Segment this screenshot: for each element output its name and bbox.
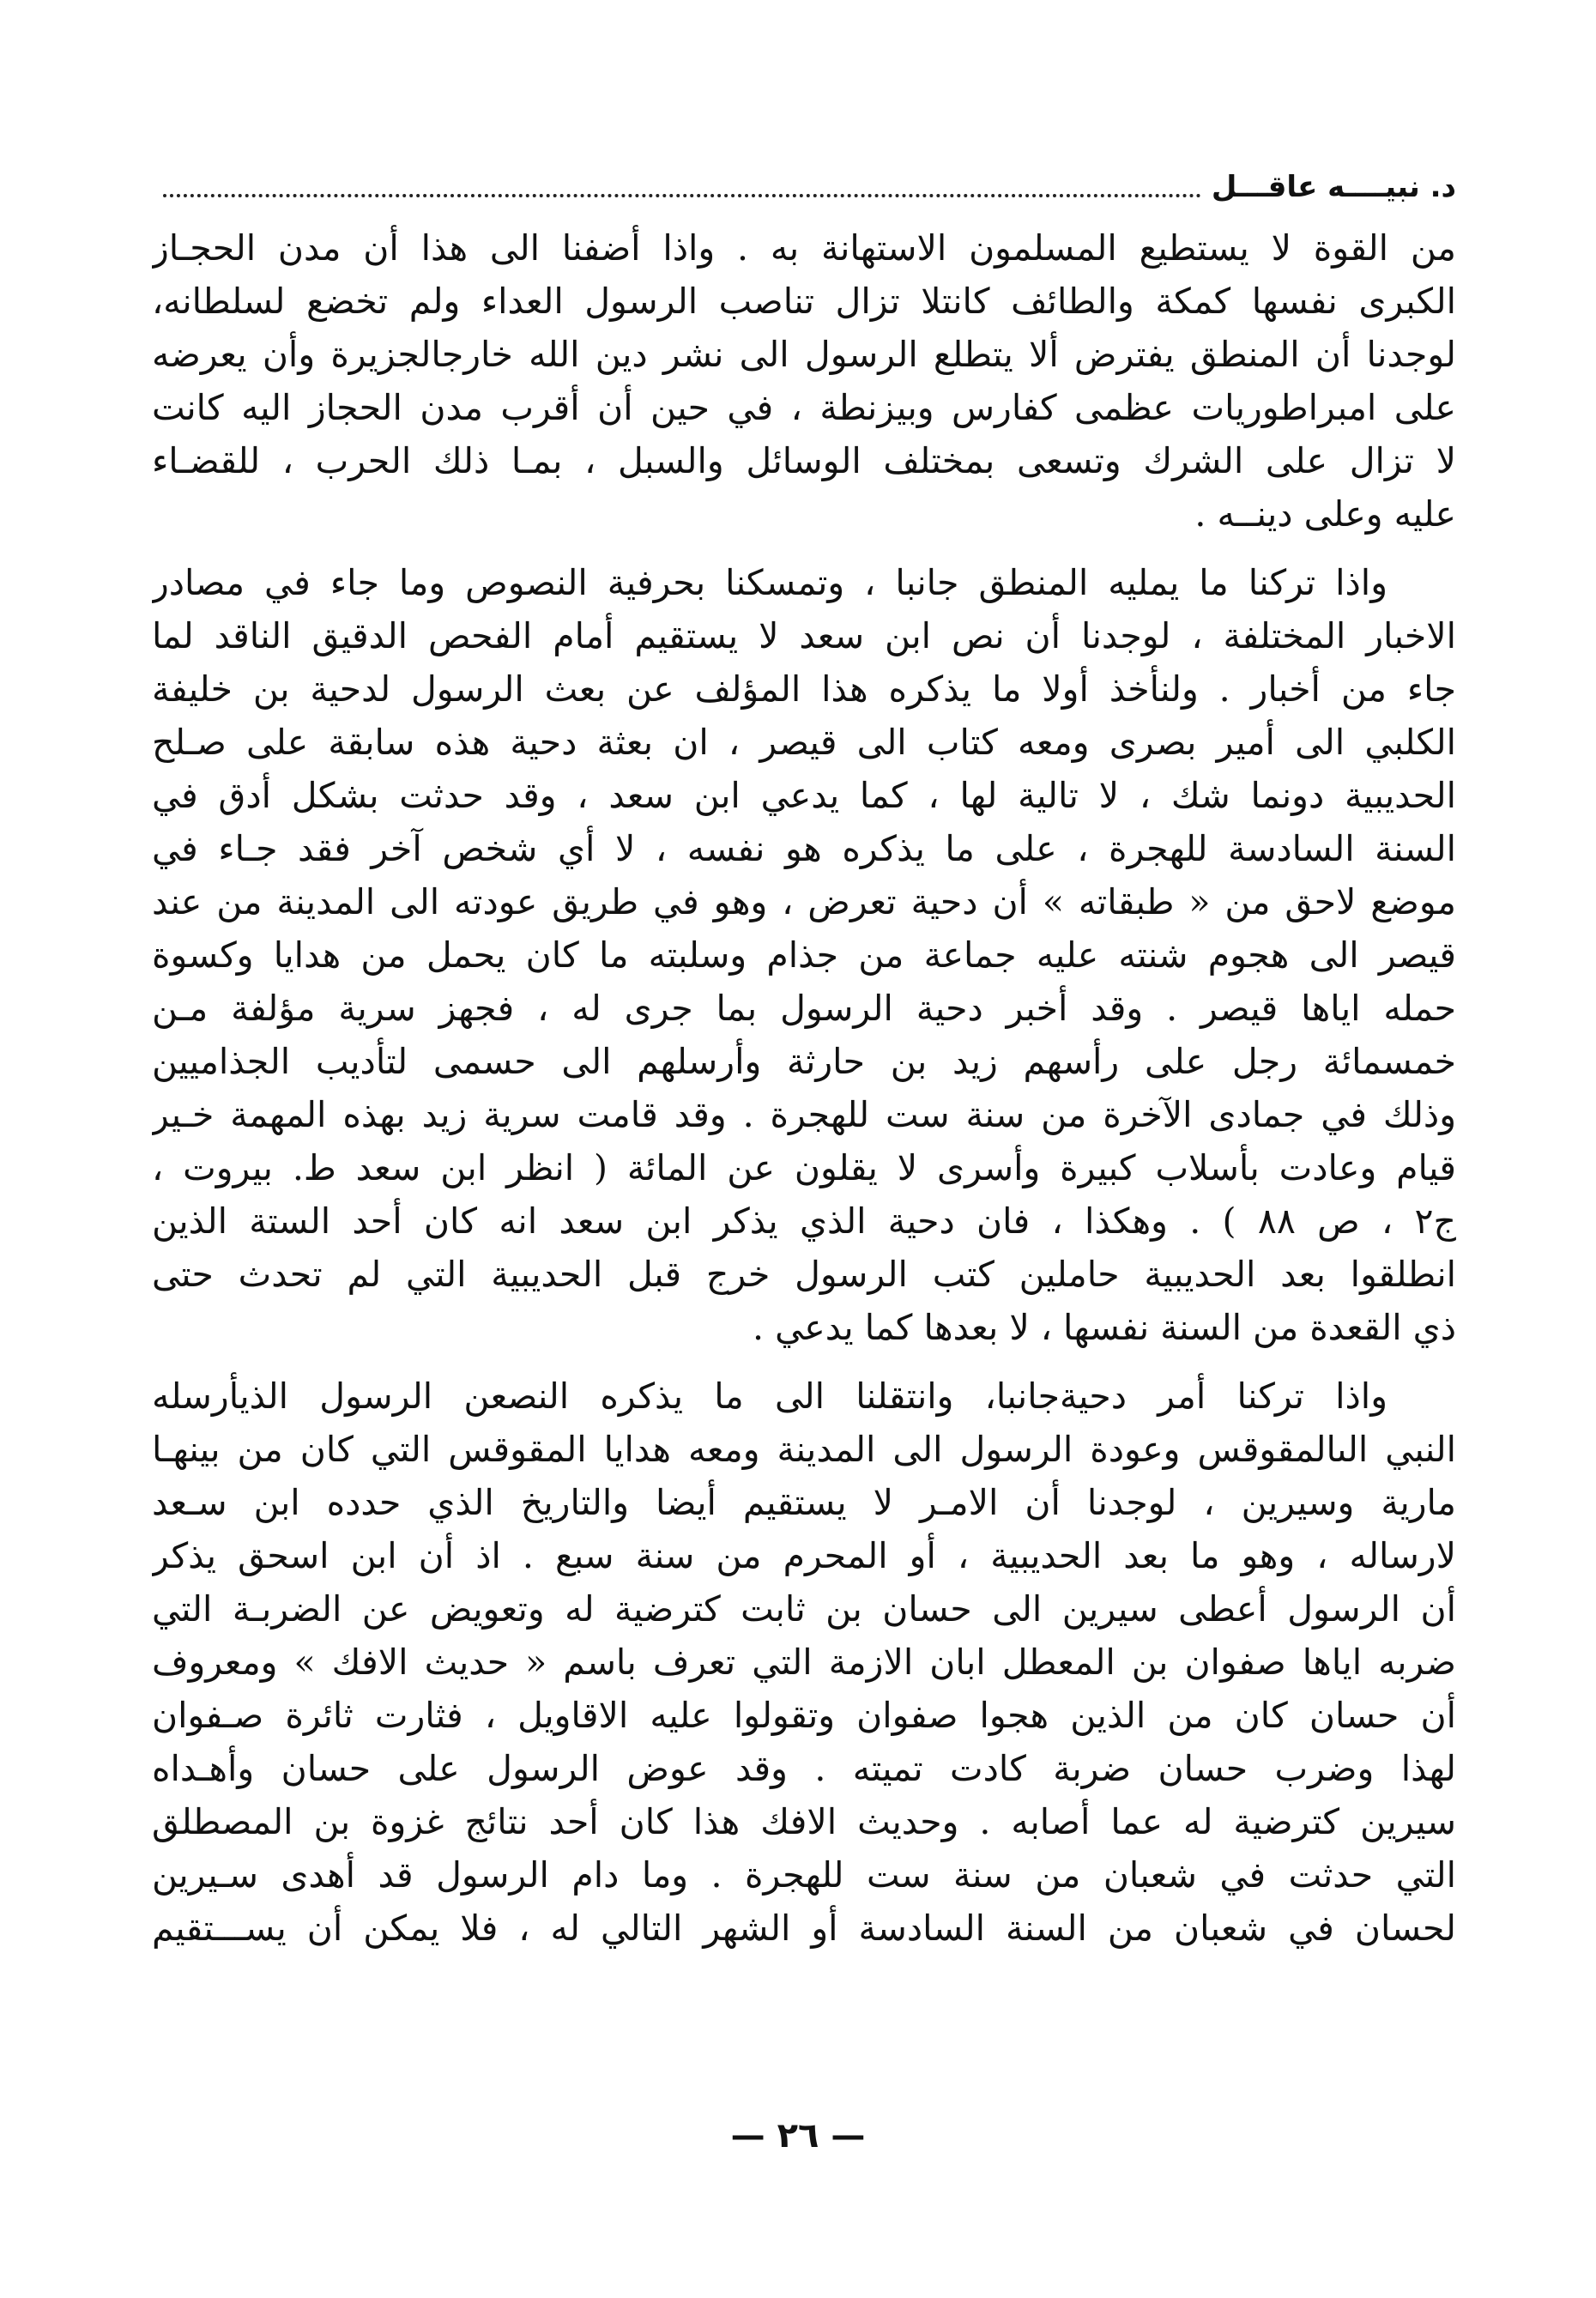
text-line: واذا تركنا أمر دحيةجانبا، وانتقلنا الى ما يذكره النصعن الرسول الذيأرسله xyxy=(152,1376,1387,1417)
text-line: لا تزال على الشرك وتسعى بمختلف الوسائل والسبل ، بمـا ذلك الحرب ، للقضـاء xyxy=(152,440,1456,481)
text-line: انطلقوا بعد الحديبية حاملين كتب الرسول خرج قبل الحديبية التي لم تحدث حتى xyxy=(152,1254,1456,1295)
page-number: — ٢٦ — xyxy=(730,2116,866,2156)
text-line: موضع لاحق من « طبقاته » أن دحية تعرض ، وهو في طريق عودته الى المدينة من عند xyxy=(152,881,1456,922)
paragraph-2 xyxy=(152,556,1456,1354)
running-header xyxy=(152,168,1456,206)
text-line: الاخبار المختلفة ، لوجدنا أن نص ابن سعد لا يستقيم أمام الفحص الدقيق الناقد لما xyxy=(152,615,1456,656)
paragraph-spacer xyxy=(152,1354,1456,1370)
text-line: ذي القعدة من السنة نفسها ، لا بعدها كما يدعي . xyxy=(753,1307,1456,1348)
text-line: وذلك في جمادى الآخرة من سنة ست للهجرة . وقد قامت سرية زيد بهذه المهمة خـير xyxy=(152,1094,1456,1135)
text-line: ضربه اياها صفوان بن المعطل ابان الازمة التي تعرف باسم « حديث الافك » ومعروف xyxy=(152,1642,1456,1683)
text-line: على امبراطوريات عظمى كفارس وبيزنطة ، في حين أن أقرب مدن الحجاز اليه كانت xyxy=(152,387,1456,428)
text-line: خمسمائة رجل على رأسهم زيد بن حارثة وأرسلهم الى حسمى لتأديب الجذاميين xyxy=(152,1041,1456,1082)
text-line: سيرين كترضية له عما أصابه . وحديث الافك هذا كان أحد نتائج غزوة بن المصطلق xyxy=(152,1801,1456,1842)
header-dotted-leader xyxy=(163,194,1201,197)
paragraph-spacer xyxy=(152,541,1456,556)
paragraph-1 xyxy=(152,221,1456,541)
header-author-name: د. نبيــــه عاقـــل xyxy=(1211,170,1456,204)
text-line: جاء من أخبار . ولنأخذ أولا ما يذكره هذا المؤلف عن بعث الرسول لدحية بن خليفة xyxy=(152,668,1456,710)
text-line: الكبرى نفسها كمكة والطائف كانتلا تزال تناصب الرسول العداء ولم تخضع لسلطانه، xyxy=(152,281,1456,322)
text-line: عليه وعلى دينــه . xyxy=(1194,493,1456,535)
text-line: أن حسان كان من الذين هجوا صفوان وتقولوا عليه الاقاويل ، فثارت ثائرة صـفوان xyxy=(152,1695,1456,1736)
paragraph-3 xyxy=(152,1370,1456,1955)
text-line: قيام وعادت بأسلاب كبيرة وأسرى لا يقلون عن المائة ( انظر ابن سعد ط. بيروت ، xyxy=(152,1147,1456,1188)
text-line: مارية وسيرين ، لوجدنا أن الامـر لا يستقيم أيضا والتاريخ الذي حدده ابن سـعد xyxy=(152,1482,1456,1523)
text-line: لهذا وضرب حسان ضربة كادت تميته . وقد عوض الرسول على حسان وأهـداه xyxy=(152,1748,1456,1789)
text-line: لحسان في شعبان من السنة السادسة أو الشهر التالي له ، فلا يمكن أن يســـتقيم xyxy=(152,1908,1456,1949)
text-line: واذا تركنا ما يمليه المنطق جانبا ، وتمسكنا بحرفية النصوص وما جاء في مصادر xyxy=(152,562,1387,603)
text-line: قيصر الى هجوم شنته عليه جماعة من جذام وسلبته ما كان يحمل من هدايا وكسوة xyxy=(152,934,1456,976)
text-line: التي حدثت في شعبان من سنة ست للهجرة . وما دام الرسول قد أهدى سـيرين xyxy=(152,1854,1456,1896)
text-line: حمله اياها قيصر . وقد أخبر دحية الرسول بما جرى له ، فجهز سرية مؤلفة مـن xyxy=(152,988,1456,1029)
text-line: الحديبية دونما شك ، لا تالية لها ، كما يدعي ابن سعد ، وقد حدثت بشكل أدق في xyxy=(152,775,1456,816)
text-line: النبي الىالمقوقس وعودة الرسول الى المدينة ومعه هدايا المقوقس التي كان من بينهـا xyxy=(152,1429,1456,1470)
text-line: ج٢ ، ص ٨٨ ) . وهكذا ، فان دحية الذي يذكر ابن سعد انه كان أحد الستة الذين xyxy=(152,1200,1456,1242)
text-line: لارساله ، وهو ما بعد الحديبية ، أو المحرم من سنة سبع . اذ أن ابن اسحق يذكر xyxy=(152,1535,1456,1576)
text-line: السنة السادسة للهجرة ، على ما يذكره هو نفسه ، لا أي شخص آخر فقد جـاء في xyxy=(152,828,1456,869)
text-line: الكلبي الى أمير بصرى ومعه كتاب الى قيصر ، ان بعثة دحية هذه سابقة على صـلح xyxy=(152,722,1456,763)
body-text xyxy=(152,221,1456,1955)
text-line: من القوة لا يستطيع المسلمون الاستهانة به . واذا أضفنا الى هذا أن مدن الحجـاز xyxy=(152,227,1456,269)
text-line: أن الرسول أعطى سيرين الى حسان بن ثابت كترضية له وتعويض عن الضربـة التي xyxy=(152,1588,1456,1630)
text-line: لوجدنا أن المنطق يفترض ألا يتطلع الرسول الى نشر دين الله خارجالجزيرة وأن يعرضه xyxy=(152,334,1456,375)
